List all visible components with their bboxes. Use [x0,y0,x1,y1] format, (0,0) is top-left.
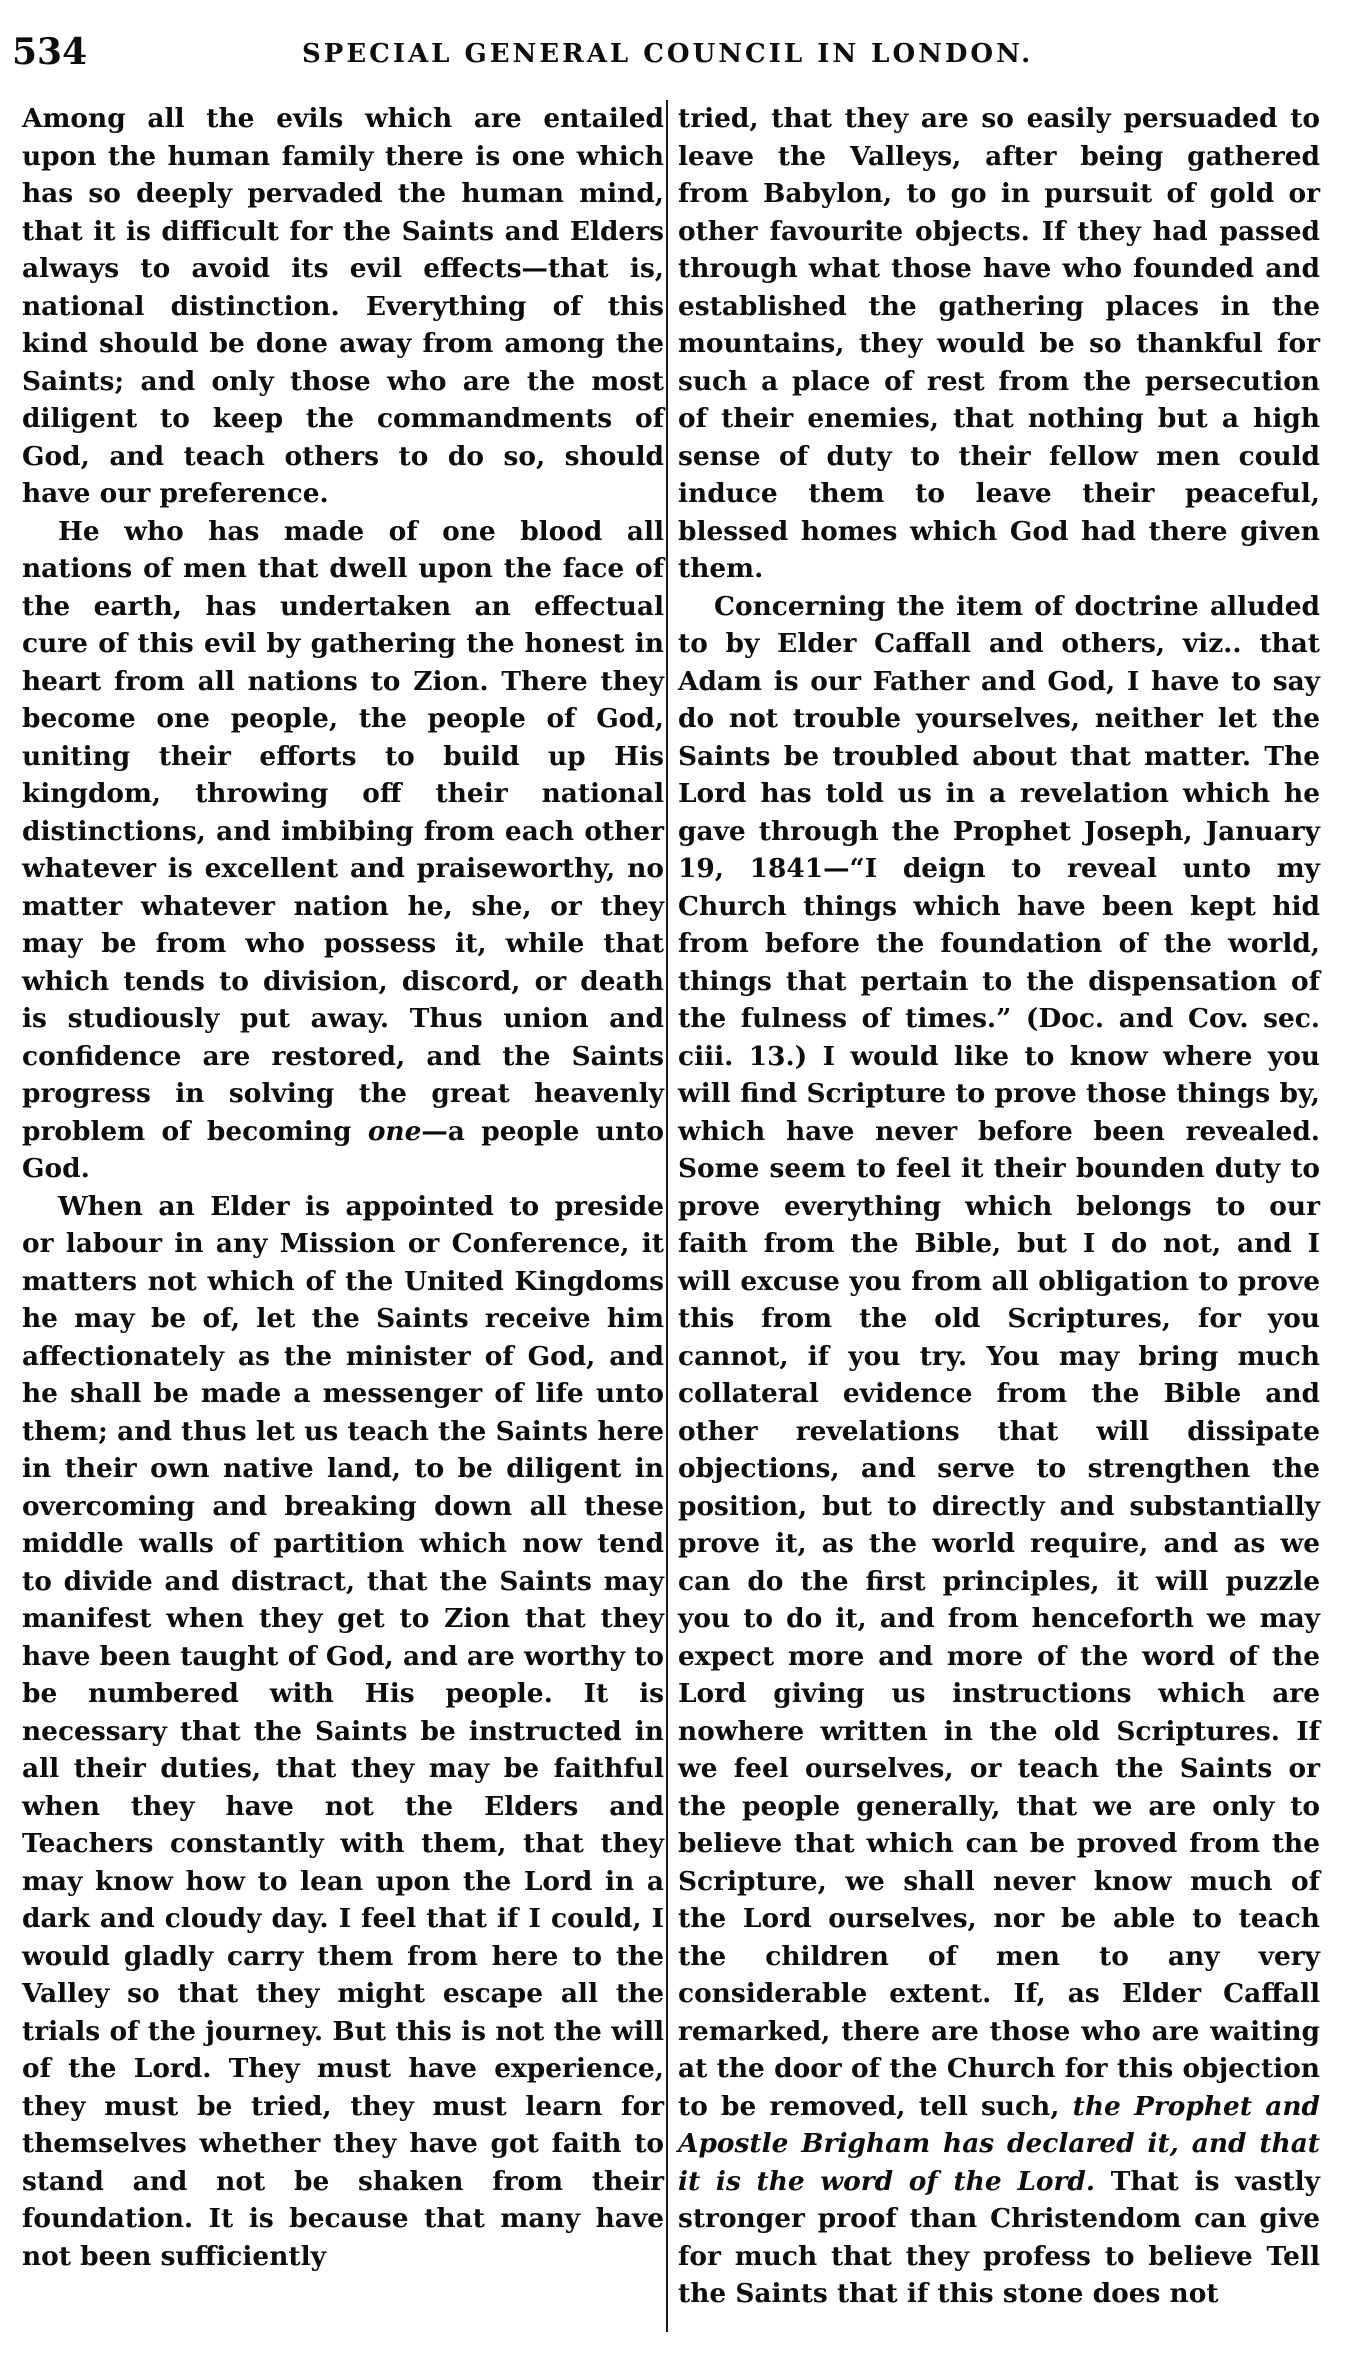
paragraph-text: Concerning the item of doctrine alluded to by Elder Caffall and others, viz.. that Adam is our Father and God, I have to say do not trouble yourselves, neither let the Saints be troubled about that matter. The Lord has told us in a revelation which he gave through the Prophet Joseph, January 19, 1841—“I deign to reveal unto my Church things which have been kept hid from before the foundation of the world, things that pertain to the dispensation of the fulness of times.” (Doc. and Cov. sec. ciii. 13.) I would like to know where you will find Scripture to prove those things by, which have never before been revealed. Some seem to feel it their bounden duty to prove everything which belongs to our faith from the Bible, but I do not, and I will excuse you from all obligation to prove this from the old Scriptures, for you cannot, if you try. You may bring much collateral evidence from the Bible and other revelations that will dissipate objections, and serve to strengthen the position, but to directly and substantially prove it, as the world require, and as we can do the first principles, it will puzzle you to do it, and from henceforth we may expect more and more of the word of the Lord giving us instructions which are nowhere written in the old Scriptures. If we feel ourselves, or teach the Saints or the people generally, that we are only to believe that which can be proved from the Scripture, we shall never know much of the Lord ourselves, nor be able to teach the children of men to any very considerable extent. If, as Elder Caffall remarked, there are those who are waiting at the door of the Church for this objection to be removed, tell such, [678,590,1320,2122]
running-title: SPECIAL GENERAL COUNCIL IN LONDON. [302,39,1034,69]
paragraph: tried, that they are so easily persuaded to leave the Valleys, after being gathered from Babylon, to go in pursuit of gold or other favourite objects. If they had passed through what those have who founded and established the gathering places in the mountains, they would be so thankful for such a place of rest from the persecution of their enemies, that nothing but a high sense of duty to their fellow men could induce them to leave their peaceful, blessed homes which God had there given them. [678,103,1320,584]
right-column [678,100,1320,2313]
left-column [22,100,664,2275]
paragraph: When an Elder is appointed to preside or labour in any Mission or Conference, it matters not which of the United Kingdoms he may be of, let the Saints receive him affectionately as the minister of God, and he shall be made a messenger of life unto them; and thus let us teach the Saints here in their own native land, to be diligent in overcoming and breaking down all these middle walls of partition which now tend to divide and distract, that the Saints may manifest when they get to Zion that they have been taught of God, and are worthy to be numbered with His people. It is necessary that the Saints be instructed in all their duties, that they may be faithful when they have not the Elders and Teachers constantly with them, that they may know how to lean upon the Lord in a dark and cloudy day. I feel that if I could, I would gladly carry them from here to the Valley so that they might escape all the trials of the journey. But this is not the will of the Lord. They must have experience, they must be tried, they must learn for themselves whether they have got faith to stand and not be shaken from their foundation. It is because that many have not been sufficiently [22,1190,664,2272]
paragraph-text: He who has made of one blood all nations of men that dwell upon the face of the earth, has undertaken an effectual cure of this evil by gathering the honest in heart from all nations to Zion. There they become one people, the people of God, uniting their efforts to build up His kingdom, throwing off their national distinctions, and imbibing from each other whatever is excellent and praiseworthy, no matter whatever nation he, she, or they may be from who possess it, while that which tends to division, discord, or death is studiously put away. Thus union and confidence are restored, and the Saints progress in solving the great heavenly problem of becoming [22,515,664,1147]
page-header [12,28,1322,76]
paragraph-text: —a people unto God. [22,1115,664,1184]
paragraph: Among all the evils which are entailed upon the human family there is one which has so deeply pervaded the human mind, that it is difficult for the Saints and Elders always to avoid its evil effects—that is, national distinction. Everything of this kind should be done away from among the Saints; and only those who are the most diligent to keep the commandments of God, and teach others to do so, should have our preference. [22,103,664,509]
page-number: 534 [12,31,88,73]
paragraph [678,588,1320,2313]
emphasis-text: the Prophet and Apostle Brigham has declared it, and that it is the word of the Lord. [678,2090,1320,2197]
paragraph-text: That is vastly stronger proof than Christendom can give for much that they profess to believe Tell the Saints that if this stone does not [678,2165,1320,2309]
emphasis-text: one [367,1115,422,1147]
column-divider [666,100,668,2332]
paragraph [22,513,664,1188]
